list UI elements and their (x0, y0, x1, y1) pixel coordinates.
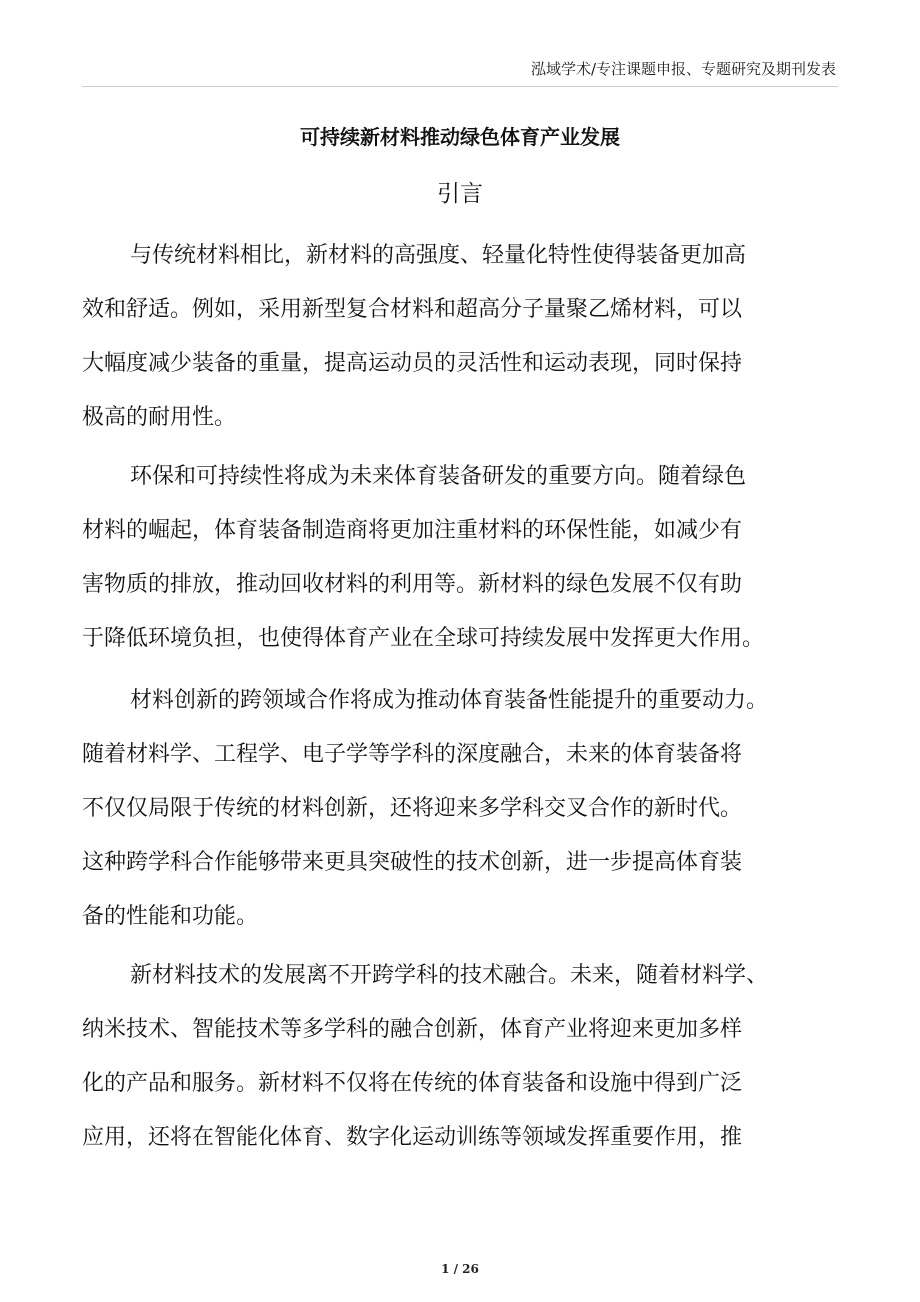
paragraph-line: 环保和可持续性将成为未来体育装备研发的重要方向。随着绿色 (130, 464, 747, 489)
paragraph-line: 与传统材料相比，新材料的高强度、轻量化特性使得装备更加高 (130, 243, 747, 268)
page-header: 泓域学术/专注课题申报、专题研究及期刊发表 (530, 60, 836, 78)
paragraph-line: 新材料技术的发展离不开跨学科的技术融合。未来，随着材料学、 (130, 963, 769, 988)
paragraph-line: 纳米技术、智能技术等多学科的融合创新，体育产业将迎来更加多样 (82, 1017, 743, 1042)
paragraph-1 (82, 229, 862, 445)
section-heading: 引言 (437, 181, 483, 207)
paragraph-2 (82, 450, 862, 666)
paragraph-line: 材料创新的跨领域合作将成为推动体育装备性能提升的重要动力。 (130, 688, 769, 713)
paragraph-line: 材料的崛起，体育装备制造商将更加注重材料的环保性能，如减少有 (82, 518, 743, 543)
page-number: 1 / 26 (441, 1262, 479, 1276)
header-divider (82, 86, 838, 87)
paragraph-line: 大幅度减少装备的重量，提高运动员的灵活性和运动表现，同时保持 (82, 351, 743, 376)
paragraph-line: 效和舒适。例如，采用新型复合材料和超高分子量聚乙烯材料，可以 (82, 297, 743, 322)
paragraph-line: 化的产品和服务。新材料不仅将在传统的体育装备和设施中得到广泛 (82, 1071, 743, 1096)
paragraph-line: 极高的耐用性。 (82, 405, 237, 430)
document-title: 可持续新材料推动绿色体育产业发展 (300, 125, 620, 149)
paragraph-3 (82, 674, 862, 944)
paragraph-line: 不仅仅局限于传统的材料创新，还将迎来多学科交叉合作的新时代。 (82, 796, 743, 821)
paragraph-line: 随着材料学、工程学、电子学等学科的深度融合，未来的体育装备将 (82, 742, 743, 767)
paragraph-4 (82, 949, 862, 1165)
paragraph-line: 害物质的排放，推动回收材料的利用等。新材料的绿色发展不仅有助 (82, 572, 743, 597)
paragraph-line: 这种跨学科合作能够带来更具突破性的技术创新，进一步提高体育装 (82, 850, 743, 875)
paragraph-line: 备的性能和功能。 (82, 904, 259, 929)
paragraph-line: 于降低环境负担，也使得体育产业在全球可持续发展中发挥更大作用。 (82, 626, 765, 651)
paragraph-line: 应用，还将在智能化体育、数字化运动训练等领域发挥重要作用，推 (82, 1125, 743, 1150)
